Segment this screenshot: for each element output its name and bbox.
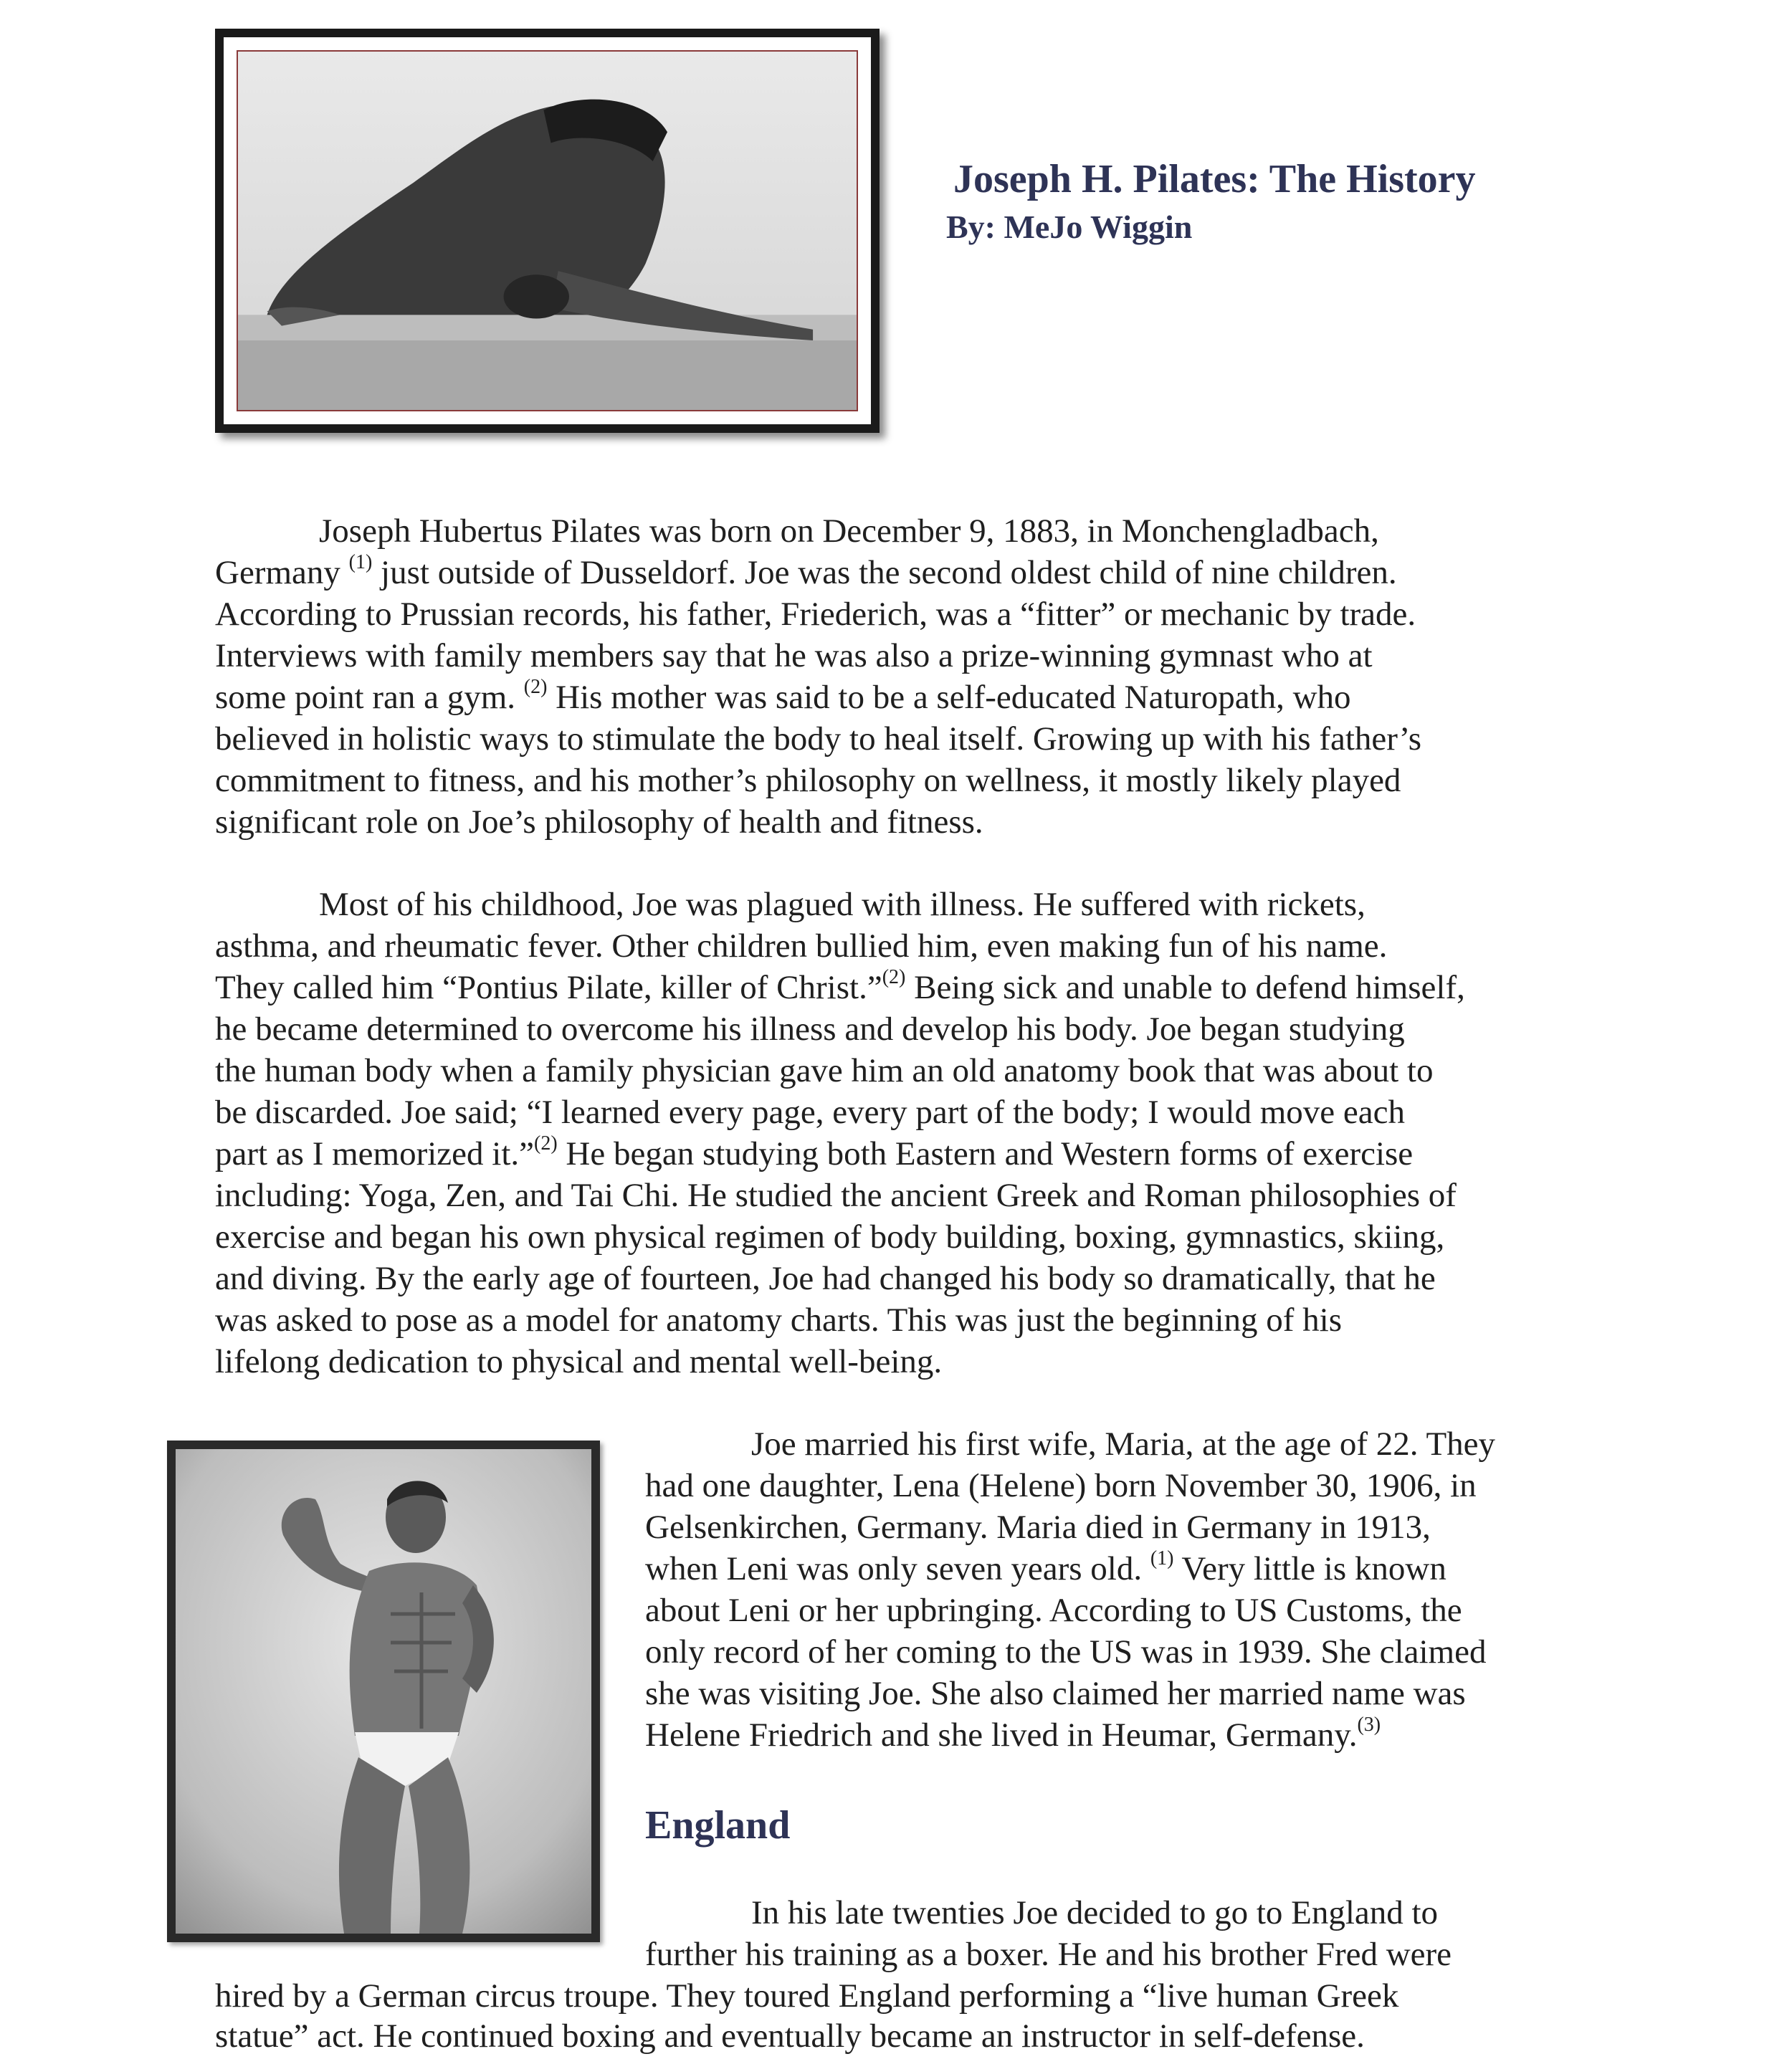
paragraph-line: further his training as a boxer. He and his brother Fred were [645, 1936, 1452, 1973]
paragraph-line: only record of her coming to the US was in 1939. She claimed [645, 1633, 1487, 1671]
paragraph-line: Joe married his first wife, Maria, at the age of 22. They [751, 1425, 1496, 1463]
paragraph-line: Gelsenkirchen, Germany. Maria died in Germany in 1913, [645, 1509, 1431, 1546]
paragraph-line: and diving. By the early age of fourteen, Joe had changed his body so dramatically, that he [215, 1260, 1436, 1297]
paragraph-line: significant role on Joe’s philosophy of health and fitness. [215, 803, 983, 841]
paragraph-line: They called him “Pontius Pilate, killer of Christ.”$^{(2)}$ Being sick and unable to defend himself, [215, 966, 1465, 1006]
paragraph-line: when Leni was only seven years old. $^{(1)}$ Very little is known [645, 1547, 1447, 1587]
paragraph-line: had one daughter, Lena (Helene) born November 30, 1906, in [645, 1467, 1477, 1504]
footnote-ref: (2) [882, 966, 906, 988]
paragraph-line: commitment to fitness, and his mother’s philosophy on wellness, it mostly likely played [215, 762, 1401, 799]
paragraph-line: According to Prussian records, his father, Friederich, was a “fitter” or mechanic by trade. [215, 596, 1416, 633]
footnote-ref: (1) [348, 551, 373, 573]
paragraph-line: be discarded. Joe said; “I learned every page, every part of the body; I would move each [215, 1094, 1405, 1131]
photo-inner-border [237, 50, 858, 411]
article-byline: By: MeJo Wiggin [946, 209, 1193, 245]
paragraph-line: Germany $^{(1)}$ just outside of Dusseldorf. Joe was the second oldest child of nine children. [215, 551, 1397, 591]
flexing-man-image [176, 1449, 591, 1934]
paragraph-line: about Leni or her upbringing. According to US Customs, the [645, 1592, 1462, 1629]
paragraph-line: believed in holistic ways to stimulate the body to heal itself. Growing up with his father’s [215, 720, 1422, 758]
paragraph-line: Joseph Hubertus Pilates was born on December 9, 1883, in Monchengladbach, [319, 512, 1379, 550]
paragraph-line: Most of his childhood, Joe was plagued with illness. He suffered with rickets, [319, 886, 1366, 923]
plough-pose-image [238, 52, 857, 410]
footnote-ref: (2) [523, 676, 548, 698]
paragraph-line: including: Yoga, Zen, and Tai Chi. He studied the ancient Greek and Roman philosophies of [215, 1177, 1457, 1214]
footnote-ref: (1) [1150, 1547, 1174, 1570]
paragraph-line: exercise and began his own physical regimen of body building, boxing, gymnastics, skiing, [215, 1218, 1445, 1256]
paragraph-line: In his late twenties Joe decided to go to England to [751, 1894, 1439, 1931]
paragraph-line: statue” act. He continued boxing and eventually became an instructor in self-defense. [215, 2017, 1365, 2055]
paragraph-line: Interviews with family members say that he was also a prize-winning gymnast who at [215, 637, 1373, 674]
article-title: Joseph H. Pilates: The History [953, 157, 1476, 201]
footnote-ref: (3) [1357, 1714, 1381, 1736]
paragraph-line: lifelong dedication to physical and mental well-being. [215, 1343, 943, 1380]
paragraph-line: he became determined to overcome his illness and develop his body. Joe began studying [215, 1011, 1405, 1048]
paragraph-line: hired by a German circus troupe. They toured England performing a “live human Greek [215, 1977, 1399, 2015]
paragraph-line: Helene Friedrich and she lived in Heumar, Germany.$^{(3)}$ [645, 1714, 1381, 1754]
paragraph-line: some point ran a gym. $^{(2)}$ His mother was said to be a self-educated Naturopath, who [215, 676, 1351, 716]
paragraph-line: was asked to pose as a model for anatomy charts. This was just the beginning of his [215, 1301, 1343, 1339]
footnote-ref: (2) [534, 1132, 558, 1155]
paragraph-line: part as I memorized it.”$^{(2)}$ He began studying both Eastern and Western forms of exercise [215, 1132, 1414, 1172]
plough-pose-photo [215, 29, 880, 433]
flexing-man-photo [167, 1441, 600, 1942]
paragraph-line: the human body when a family physician gave him an old anatomy book that was about to [215, 1052, 1434, 1089]
section-heading-england: England [645, 1803, 791, 1848]
paragraph-line: she was visiting Joe. She also claimed her married name was [645, 1675, 1466, 1712]
paragraph-line: asthma, and rheumatic fever. Other children bullied him, even making fun of his name. [215, 927, 1388, 965]
